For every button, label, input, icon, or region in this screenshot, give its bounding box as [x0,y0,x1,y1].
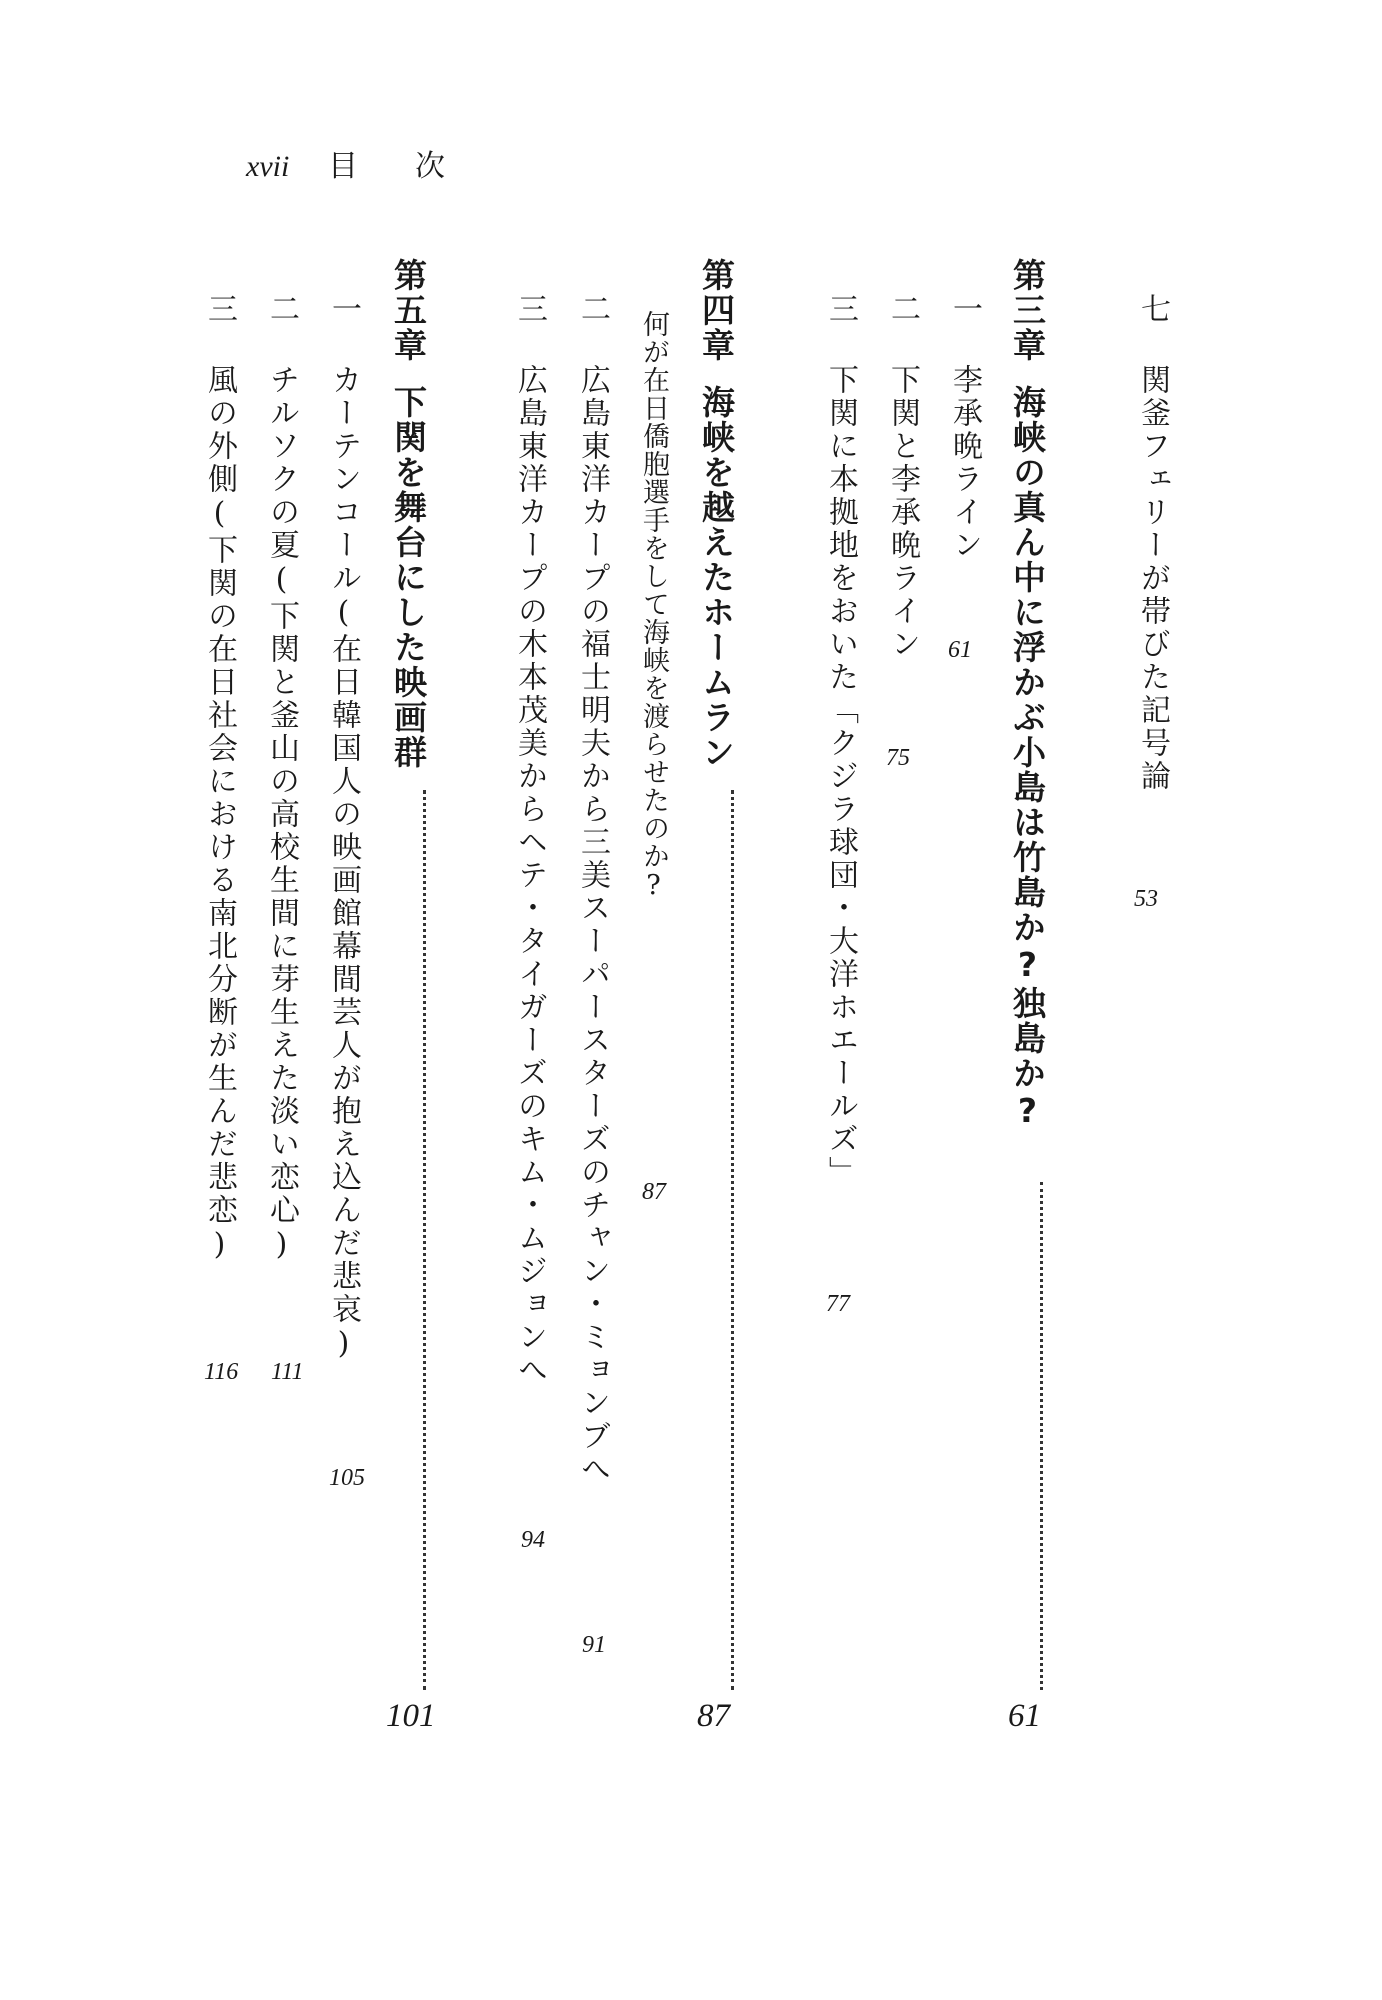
section-title: 風の外側(下関の在日社会における南北分断が生んだ悲恋) [202,364,237,1265]
page-number: 53 [1134,886,1158,912]
page-number: 91 [582,1632,606,1658]
section-number: 二 [575,293,610,326]
toc-entry [575,293,610,1486]
section-number: 二 [885,293,920,326]
chapter-label: 第三章 [1008,258,1047,363]
toc-entry [512,293,547,1387]
section-number: 三 [202,293,237,326]
page-number: 77 [826,1291,850,1317]
section-title: カーテンコール(在日韓国人の映画館幕間芸人が抱え込んだ悲哀) [326,364,361,1364]
page-number: 105 [329,1465,365,1491]
chapter-subtitle: 何が在日僑胞選手をして海峡を渡らせたのか? [638,310,669,902]
section-number: 一 [326,293,361,326]
page-number: 87 [642,1179,666,1205]
chapter-title: 下関を舞台にした映画群 [389,385,428,770]
toc-entry [326,293,361,1364]
section-title: 下関に本拠地をおいた「クジラ球団・大洋ホエールズ」 [823,364,858,1189]
toc-entry [947,293,982,562]
toc-entry [1135,293,1170,793]
chapter-label: 第四章 [697,258,736,363]
page-number: 75 [886,745,910,771]
page-number: 116 [204,1359,239,1385]
toc-entry [264,293,299,1265]
section-title: 広島東洋カープの木本茂美からヘテ・タイガーズのキム・ムジョンへ [512,364,547,1387]
section-title: 下関と李承晩ライン [885,364,920,661]
page-number: 111 [271,1359,304,1385]
section-number: 七 [1135,293,1170,326]
section-number: 三 [823,293,858,326]
section-number: 三 [512,293,547,326]
leader-dots [423,790,426,1690]
section-number: 二 [264,293,299,326]
toc-entry [202,293,237,1265]
header-title-char-1: 目 [328,149,358,184]
chapter-heading [1008,258,1047,1132]
leader-dots [731,790,734,1690]
section-title: 李承晩ライン [947,364,982,562]
chapter-title: 海峡を越えたホームラン [697,385,736,770]
page-number: 94 [521,1527,545,1553]
chapter-title: 海峡の真ん中に浮かぶ小島は竹島か?独島か? [1008,385,1047,1132]
toc-entry [823,293,858,1189]
leader-dots [1040,1182,1043,1690]
header-title-char-2: 次 [415,149,445,184]
page-number: 87 [697,1698,730,1734]
header-page-number: xvii [246,150,290,183]
chapter-label: 第五章 [389,258,428,363]
section-title: 広島東洋カープの福士明夫から三美スーパースターズのチャン・ミョンブへ [575,364,610,1486]
toc-entry [885,293,920,661]
section-title: 関釜フェリーが帯びた記号論 [1135,364,1170,793]
section-number: 一 [947,293,982,326]
page-number: 101 [386,1698,436,1734]
chapter-heading [697,258,736,770]
page-number: 61 [948,637,972,663]
chapter-heading [389,258,428,770]
page-number: 61 [1008,1698,1041,1734]
section-title: チルソクの夏(下関と釜山の高校生間に芽生えた淡い恋心) [264,364,299,1265]
